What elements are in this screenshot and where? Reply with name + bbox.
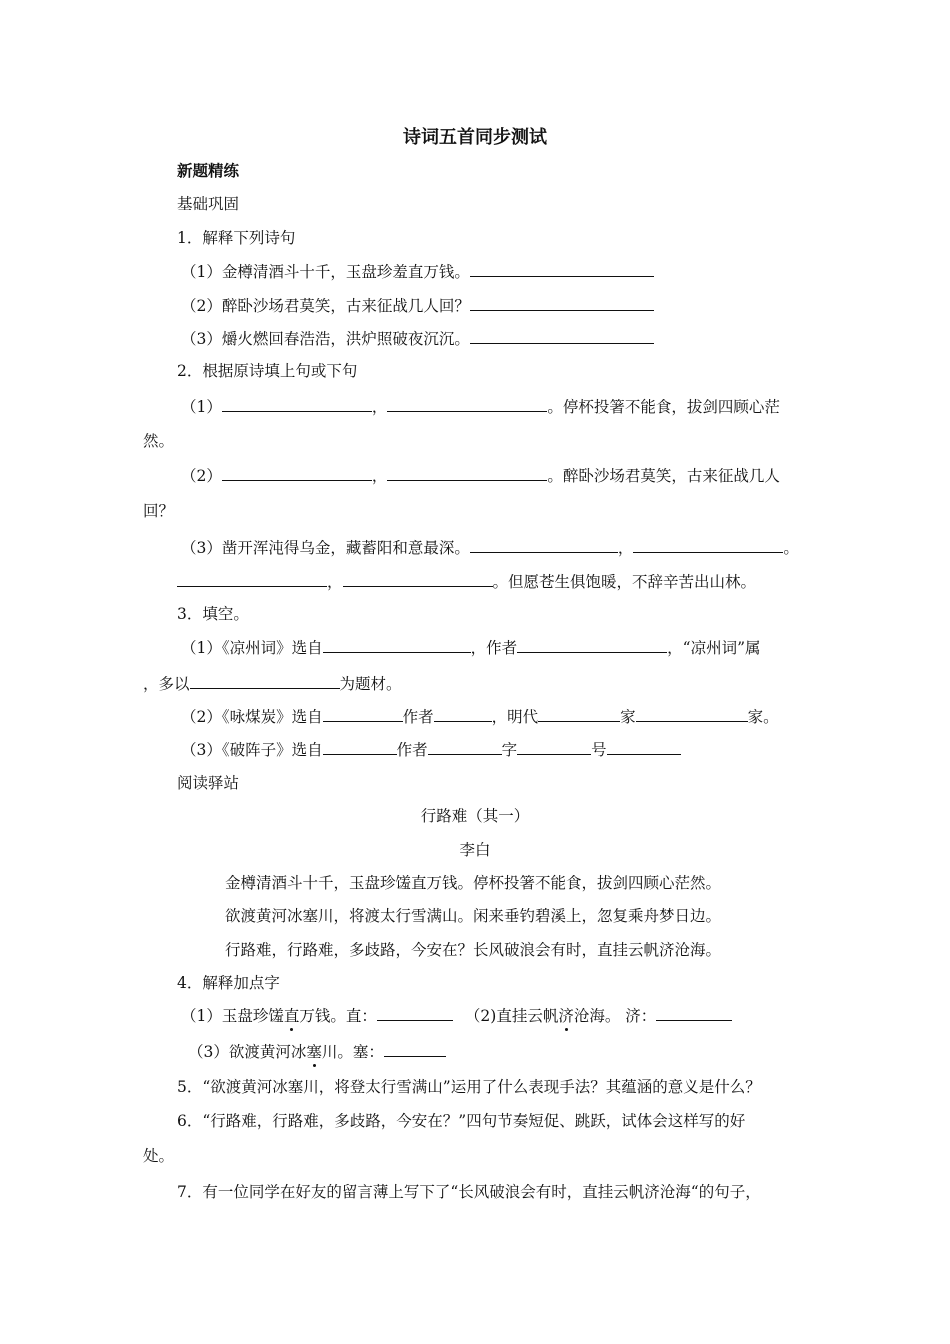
answer-blank[interactable] — [517, 636, 667, 653]
answer-blank[interactable] — [607, 738, 681, 755]
answer-blank[interactable] — [177, 570, 327, 587]
answer-blank[interactable] — [470, 327, 654, 344]
question-2-heading: 2．根据原诗填上句或下句 — [177, 362, 358, 380]
question-2-item-1: （1） ， 。停杯投箸不能食，拔剑四顾心茫 — [181, 395, 780, 418]
question-1-item-1: （1）金樽清酒斗十千，玉盘珍羞直万钱。 — [181, 260, 654, 283]
poem-title: 行路难（其一） — [420, 807, 530, 825]
question-2-item-3: （3）凿开浑沌得乌金，藏蓄阳和意最深。 ， 。 — [181, 536, 799, 559]
answer-blank[interactable] — [343, 570, 493, 587]
question-3-item-1-cont: ，多以 为题材。 — [143, 672, 402, 695]
answer-blank[interactable] — [384, 1040, 446, 1057]
answer-blank[interactable] — [538, 705, 620, 722]
answer-blank[interactable] — [387, 395, 547, 412]
answer-blank[interactable] — [656, 1004, 732, 1021]
question-2-item-3-cont: ， 。但愿苍生俱饱暖，不辞辛苦出山林。 — [177, 570, 756, 593]
emphasis-dot-char: 直 — [283, 1007, 300, 1025]
answer-blank[interactable] — [323, 705, 403, 722]
emphasis-dot-char: 塞 — [306, 1043, 322, 1061]
page-title: 诗词五首同步测试 — [403, 127, 547, 148]
answer-blank[interactable] — [434, 705, 492, 722]
question-2-item-2: （2） ， 。醉卧沙场君莫笑，古来征战几人 — [181, 464, 780, 487]
question-2-item-1-cont: 然。 — [143, 432, 175, 450]
reading-heading: 阅读驿站 — [177, 774, 240, 792]
question-7: 7．有一位同学在好友的留言薄上写下了“长风破浪会有时，直挂云帆济沧海“的句子， — [177, 1183, 761, 1201]
question-3-item-2: （2）《咏煤炭》选自 作者 ，明代 家 家。 — [181, 705, 779, 728]
poem-line: 欲渡黄河冰塞川，将渡太行雪满山。闲来垂钓碧溪上，忽复乘舟梦日边。 — [225, 907, 722, 925]
answer-blank[interactable] — [633, 536, 783, 553]
question-3-heading: 3．填空。 — [177, 605, 249, 623]
answer-blank[interactable] — [323, 738, 397, 755]
question-1-item-2: （2）醉卧沙场君莫笑，古来征战几人回？ — [181, 294, 654, 317]
question-2-item-2-cont: 回？ — [143, 502, 175, 520]
answer-blank[interactable] — [190, 672, 340, 689]
question-1-item-3: （3）爝火燃回春浩浩，洪炉照破夜沉沉。 — [181, 327, 654, 350]
answer-blank[interactable] — [470, 260, 654, 277]
question-3-item-3: （3）《破阵子》选自 作者 字 号 — [181, 738, 681, 761]
answer-blank[interactable] — [323, 636, 471, 653]
question-4-item-2: （3）欲渡黄河冰塞川。塞： — [188, 1040, 446, 1063]
question-5: 5．“欲渡黄河冰塞川，将登太行雪满山”运用了什么表现手法？其蕴涵的意义是什么？ — [177, 1078, 761, 1096]
question-1-heading: 1．解释下列诗句 — [177, 229, 296, 247]
answer-blank[interactable] — [222, 464, 372, 481]
poem-line: 金樽清酒斗十千，玉盘珍馐直万钱。停杯投箸不能食，拔剑四顾心茫然。 — [225, 874, 722, 892]
answer-blank[interactable] — [377, 1004, 453, 1021]
question-3-item-1: （1）《凉州词》选自 ，作者 ，“凉州词”属 — [181, 636, 761, 659]
subsection-heading: 基础巩固 — [177, 195, 240, 213]
answer-blank[interactable] — [222, 395, 372, 412]
question-6-cont: 处。 — [143, 1147, 175, 1165]
answer-blank[interactable] — [470, 294, 654, 311]
emphasis-dot-char: 济 — [558, 1007, 574, 1025]
answer-blank[interactable] — [517, 738, 591, 755]
poem-line: 行路难，行路难，多歧路，今安在？长风破浪会有时，直挂云帆济沧海。 — [225, 941, 722, 959]
answer-blank[interactable] — [428, 738, 502, 755]
poem-author: 李白 — [459, 841, 491, 859]
answer-blank[interactable] — [470, 536, 618, 553]
answer-blank[interactable] — [387, 464, 547, 481]
question-6: 6．“行路难，行路难，多歧路，今安在？”四句节奏短促、跳跃，试体会这样写的好 — [177, 1112, 746, 1130]
question-4-item-1: （1）玉盘珍馐直万钱。直： （2)直挂云帆济沧海。 济： — [181, 1004, 732, 1027]
answer-blank[interactable] — [636, 705, 748, 722]
question-4-heading: 4．解释加点字 — [177, 974, 280, 992]
section-heading: 新题精练 — [177, 162, 240, 180]
